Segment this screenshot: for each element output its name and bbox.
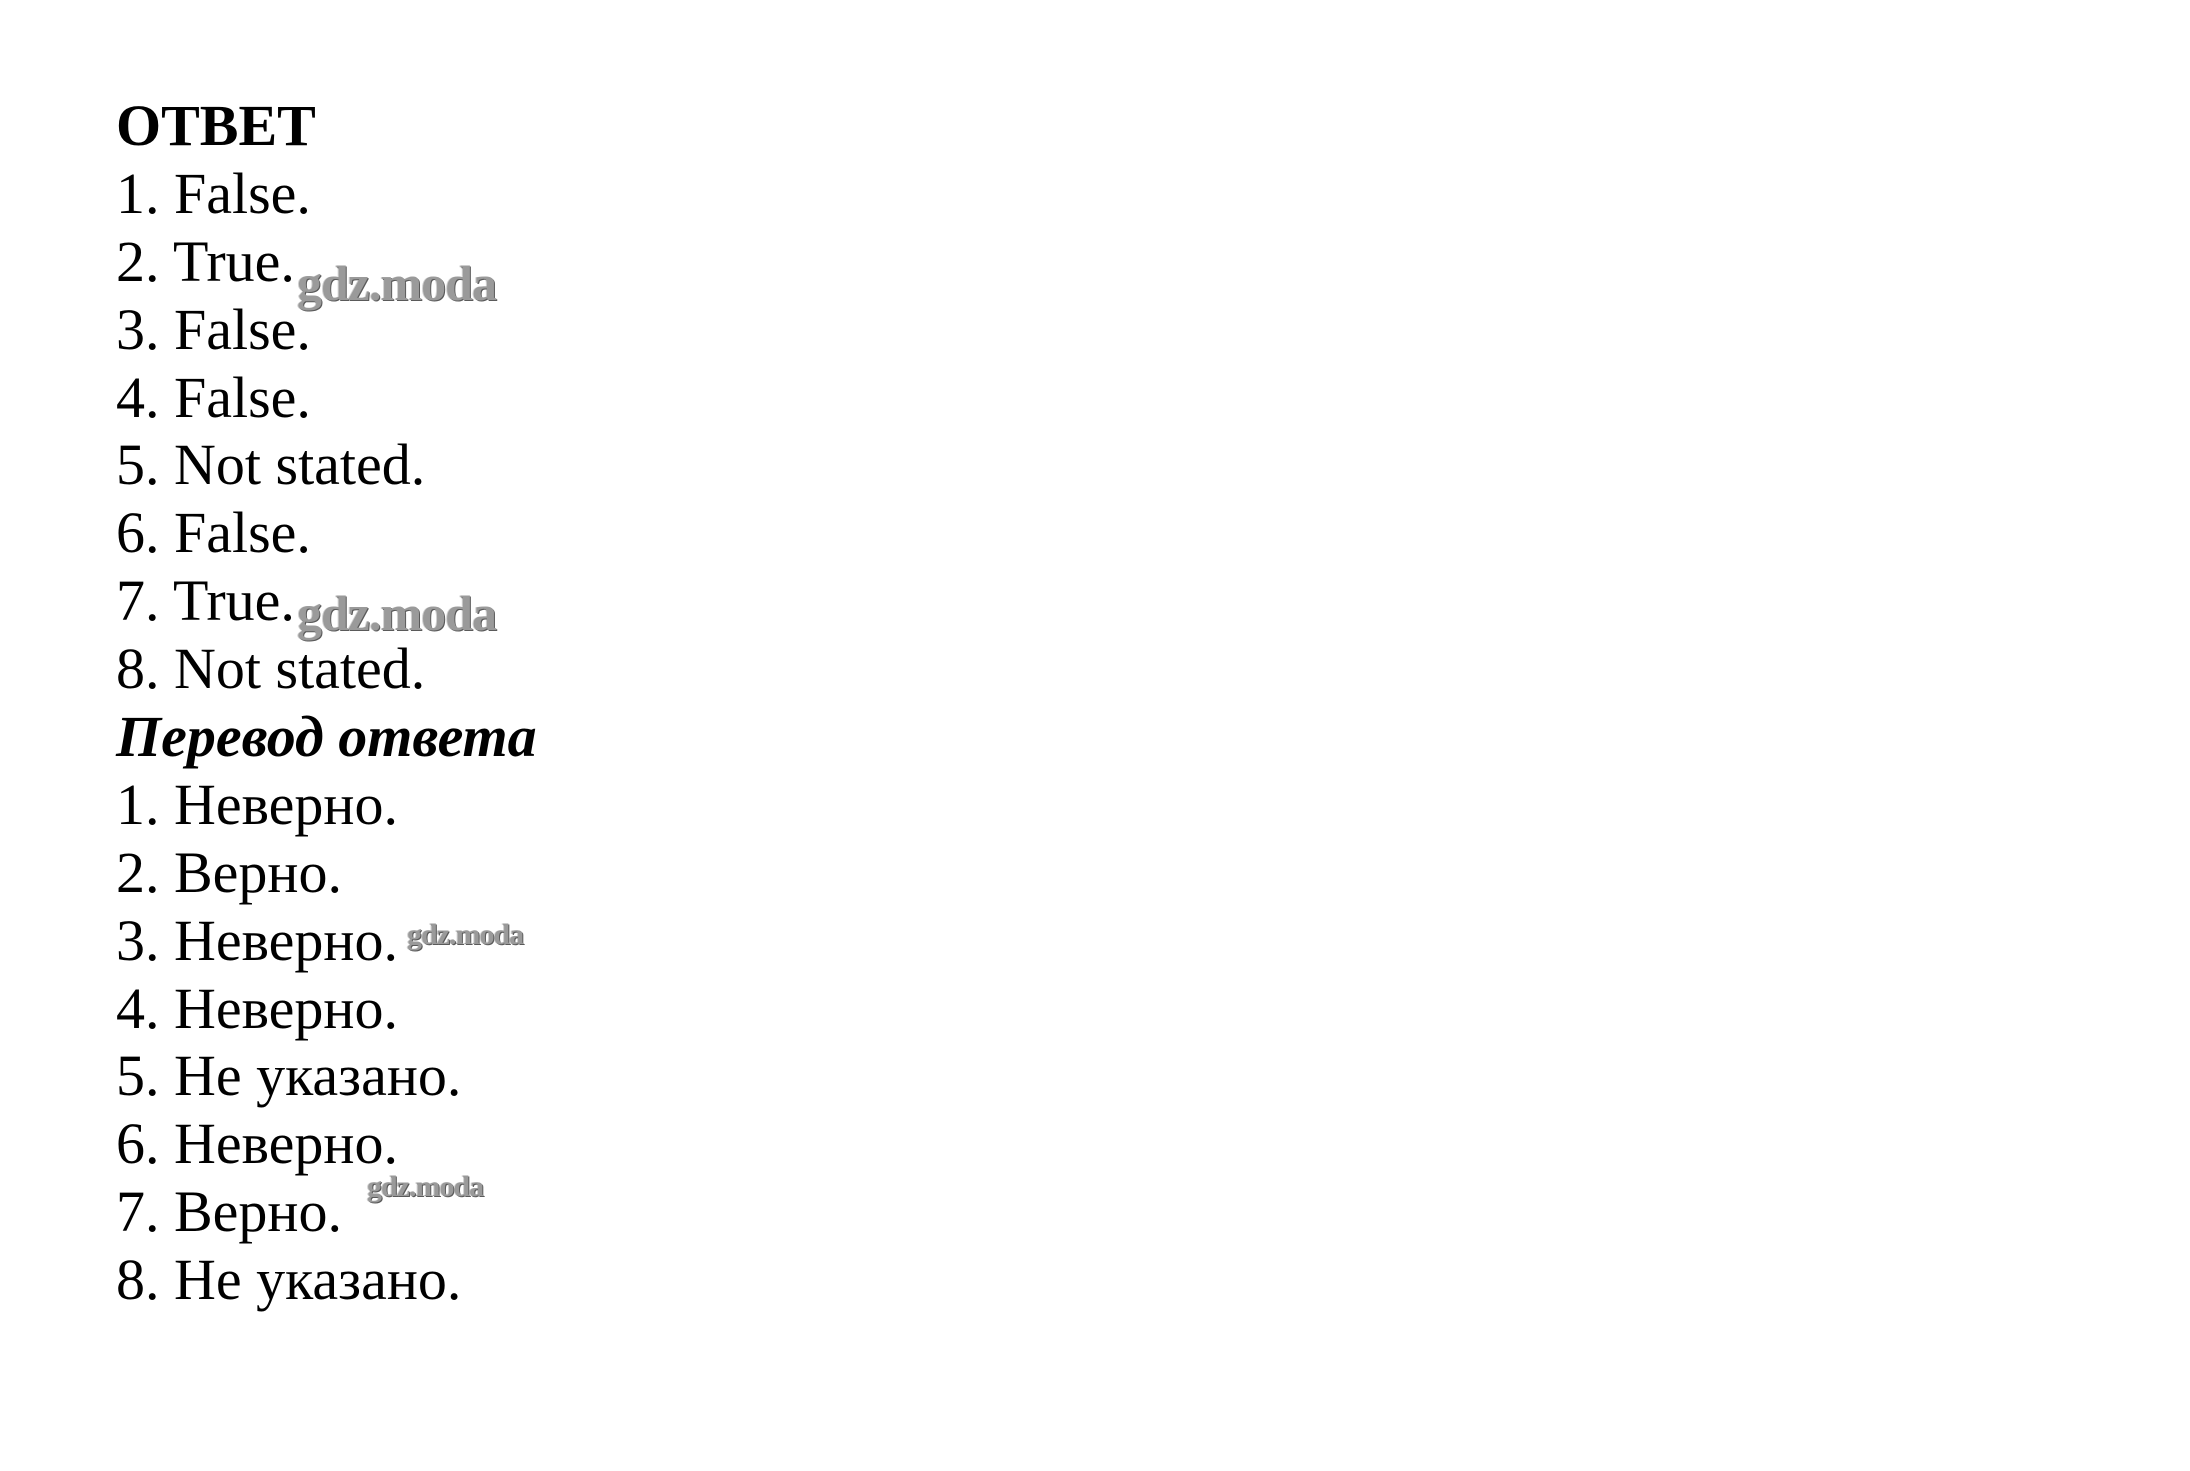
answer-line-7: 7. True. [116, 568, 295, 634]
translation-line-3: 3. Неверно. [116, 907, 398, 973]
translation-line-7: 7. Верно. [116, 1179, 342, 1245]
watermark-1: gdz.moda [297, 255, 496, 311]
answer-line-3: 3. False. [116, 296, 311, 362]
translation-line-1: 1. Неверно. [116, 771, 398, 837]
translation-line-4: 4. Неверно. [116, 975, 398, 1041]
translation-heading: Перевод ответа [116, 704, 537, 770]
answer-line-6: 6. False. [116, 500, 311, 566]
answer-line-2: 2. True. [116, 228, 295, 294]
watermark-3: gdz.moda [407, 918, 524, 951]
translation-line-5: 5. Не указано. [116, 1043, 462, 1109]
translation-line-6: 6. Неверно. [116, 1111, 398, 1177]
answer-line-4: 4. False. [116, 364, 311, 430]
answer-line-8: 8. Not stated. [116, 636, 426, 702]
watermark-2: gdz.moda [297, 585, 496, 641]
translation-line-8: 8. Не указано. [116, 1247, 462, 1313]
watermark-4: gdz.moda [367, 1170, 484, 1203]
answer-line-5: 5. Not stated. [116, 432, 426, 498]
translation-line-2: 2. Верно. [116, 839, 342, 905]
answer-heading: ОТВЕТ [116, 93, 316, 158]
answer-line-1: 1. False. [116, 160, 311, 226]
answer-document [116, 92, 1316, 1314]
